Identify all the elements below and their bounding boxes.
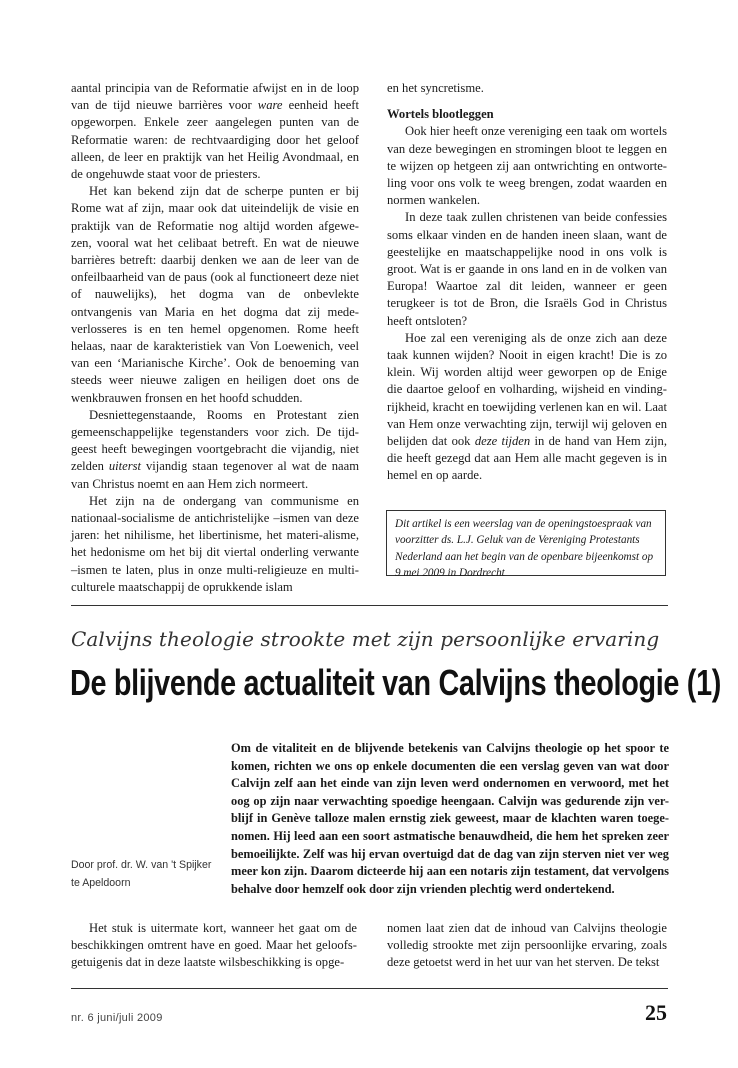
article-intro: Om de vitaliteit en de blijvende betekenis van Calvijns theologie op het spoor te komen, richten we ons op enkele documenten die een verslag geven van wat door Calvijn zelf aan het einde van zijn leven werd ondernomen en verwoord, met het oog op zijn naar verwachting spoedige heengaan. Calvijn was gedurende zijn ver-blijf in Genève talloze malen ernstig ziek geweest, maar de klachten waren toege-nomen. Hij leed aan een soort astmatische benauwdheid, die hem het spreken zeer bemoeilijkte. Zelf was hij ervan overtuigd dat de dag van zijn sterven niet ver weg meer kon zijn. Daarom dicteerde hij aan een notaris zijn testament, dat vervolgens behalve door hemzelf ook door zijn vrienden plechtig werd ondertekend. [231,741,669,896]
byline-location: te Apeldoorn [71,877,131,889]
article-title: De blijvende actualiteit van Calvijns theologie (1) [70,662,722,703]
left-paragraph-4: Het zijn na de ondergang van communisme en nationaal-socialisme de antichristelijke –ismen van deze jaren: het nihilisme, het libertinisme, het materi-alisme, het hedonisme om het bij dit viertal onderling verwante –ismen te laten, plus in onze multi-religieuze en multi-culturele maatschappij de oprukkende islam [71,493,359,594]
footer-divider [71,988,668,989]
article-body-right [387,920,667,972]
right-column [387,80,667,485]
body-left-paragraph: Het stuk is uitermate kort, wanneer het gaat om de beschikkingen omtrent have en goed. Maar het geloofs-getuigenis dat in deze laatste wilsbeschikking is opge- [71,921,357,970]
issue-label: nr. 6 juni/juli 2009 [71,1012,163,1024]
byline-author: Door prof. dr. W. van 't Spijker [71,859,212,871]
right-paragraph-3: In deze taak zullen christenen van beide confessies soms elkaar vinden en de handen ineen slaan, want de geestelijke en maatschappelijke nood in ons volk is groot. Wat is er gaande in ons land en in de volken van Europa! Waartoe zal dit leiden, wanneer er geen terugkeer is tot de Bron, die Israëls God in Christus heeft ontsloten? [387,210,667,328]
page-number: 25 [645,1000,667,1025]
left-column [71,80,359,596]
right-paragraph-1: en het syncretisme. [387,81,484,95]
article-kicker: Calvijns theologie strookte met zijn persoonlijke ervaring [71,627,660,651]
editorial-note-box: Dit artikel is een weerslag van de openingstoespraak van voorzitter ds. L.J. Geluk van de Vereniging Protestants Nederland aan het begin van de openbare bijeenkomst op 9 mei 2009 in Dordrecht [386,510,666,576]
right-paragraph-4: Hoe zal een vereniging als de onze zich aan deze taak kunnen wijden? Nooit in eigen kracht! Die is zo klein. Wij worden altijd weer geworpen op de Enige die daartoe geloof en volharding, wijsheid en vinding-rijkheid, kracht en toewijding verlenen kan en wil. Laat van Hem onze verwachting zijn, terwijl wij geloven en belijden dat ook deze tijden in de hand van Hem zijn, die heeft gezegd dat aan Hem alle macht gegeven is in hemel en op aarde. [387,330,667,483]
left-paragraph-1: aantal principia van de Reformatie afwijst en in de loop van de tijd nieuwe barrières voor ware eenheid heeft opgeworpen. Enkele zeer aangelegen punten van de Reformatie waren: de rechtvaardiging door het geloof alleen, de leer en praktijk van het Heilig Avondmaal, en de ongehuwde staat voor de priesters. [71,81,359,182]
body-right-paragraph: nomen laat zien dat de inhoud van Calvijns theologie volledig strookte met zijn persoonlijke ervaring, zoals deze getoetst werd in het uur van het sterven. De tekst [387,921,667,970]
left-paragraph-3: Desniettegenstaande, Rooms en Protestant zien gemeenschappelijke tegenstanders voor zich. De tijd-geest heeft bewegingen voortgebracht die vijandig, niet zelden uiterst vijandig staan tegenover al wat de naam van Christus noemt en aan Hem zich normeert. [71,407,359,491]
author-byline [71,856,231,892]
right-paragraph-2: Ook hier heeft onze vereniging een taak om wortels van deze bewegingen en stromingen bloot te leggen en te wijzen op hetgeen zij aan ontwrichting en ontworte-ling voor ons volk te weeg brengen, zodat waarden en normen wankelen. [387,124,667,208]
section-divider [71,605,668,606]
article-body-left [71,920,357,972]
section-subheading: Wortels blootleggen [387,107,494,122]
left-paragraph-2: Het kan bekend zijn dat de scherpe punten er bij Rome wat af zijn, maar ook dat uiteindelijk de visie en praktijk van de Reformatie nog altijd worden afgewe-zen, vooral wat het celibaat betreft. En wat de nieuwe barrières betreft: daarbij denken we aan de leer van de onfeilbaarheid van de paus (ook al functioneert deze niet of nauwelijks), het dogma van de onbevlekte ontvangenis van Maria en het dogma dat zij mede-verlosseres is en ten hemel opgenomen. Rome heeft helaas, naar de karakteristiek van Von Loewenich, veel van een ‘Marianische Kirche’. Ook de benoeming van steeds weer nieuwe zaligen en heiligen doet ons de wenkbrauwen fronsen en het hoofd schudden. [71,184,359,405]
